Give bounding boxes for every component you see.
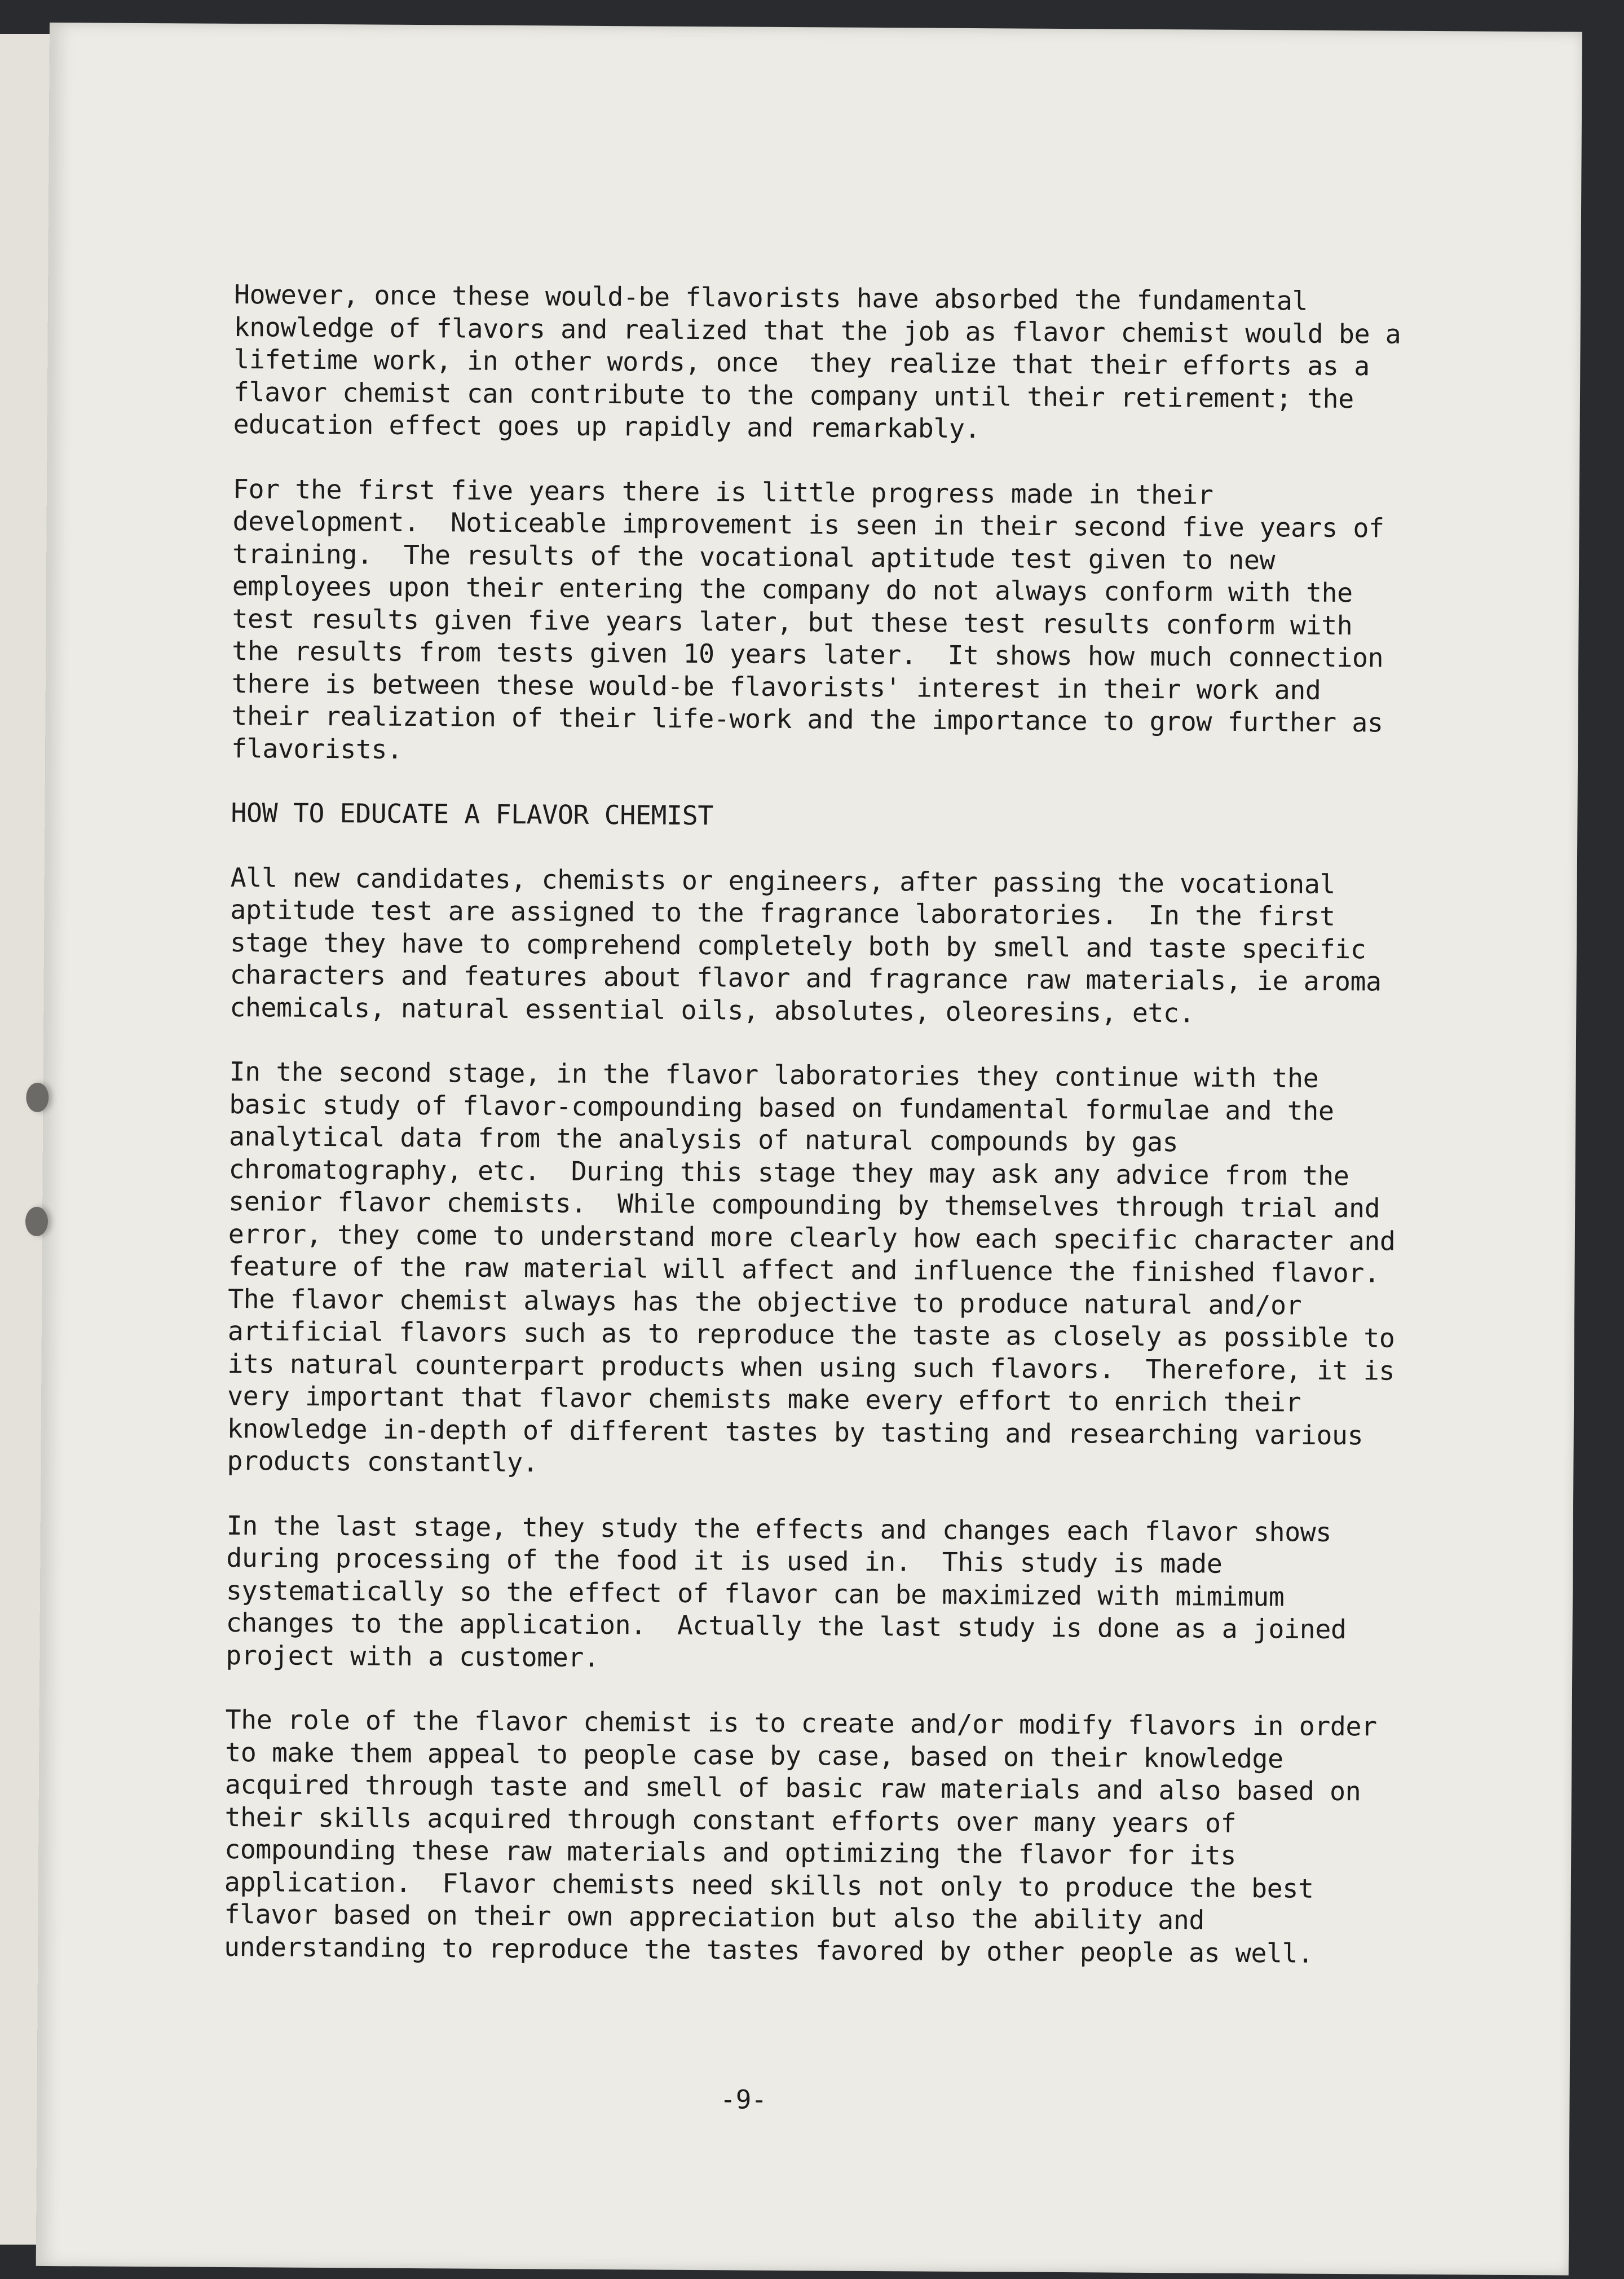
paragraph-five-years-progress: For the first five years there is little progress made in their development. Noticeable improvement is seen in their second five years of training. The results of the vocational aptitude test given to new employees upon their entering the company do not always conform with the test results given five years later, but these test results conform with the results from tests given 10 years later. It shows how much connection there is between these would-be flavorists' interest in their work and their realization of their life-work and the importance to grow further as flavorists. <box>231 473 1384 765</box>
paragraph-last-stage: In the last stage, they study the effects and changes each flavor shows during processing of the food it is used in. This study is made systematically so the effect of flavor can be maximized with mimimum changes to the application. Actually the last study is done as a joined project with a customer. <box>226 1510 1347 1673</box>
section-heading: HOW TO EDUCATE A FLAVOR CHEMIST <box>231 797 714 831</box>
page-body <box>224 279 1526 2003</box>
paragraph-education-effect: However, once these would-be flavorists have absorbed the fundamental knowledge of flavors and realized that the job as flavor chemist would be a lifetime work, in other words, once they realize that their efforts as a flavor chemist can contribute to the company until their retirement; the education effect goes up rapidly and remarkably. <box>233 279 1401 444</box>
paragraph-role-of-flavor-chemist: The role of the flavor chemist is to create and/or modify flavors in order to make them appeal to people case by case, based on their knowledge acquired through taste and smell of basic raw materials and also based on their skills acquired through constant efforts over many years of compounding these raw materials and optimizing the flavor for its application. Flavor chemists need skills not only to produce the best flavor based on their own appreciation but also the ability and understanding to reproduce the tastes favored by other people as well. <box>224 1704 1377 1969</box>
page-number: -9- <box>720 2084 767 2115</box>
paragraph-second-stage: In the second stage, in the flavor laboratories they continue with the basic study of flavor-compounding based on fundamental formulae and the analytical data from the analysis of natural compounds by gas chromatography, etc. During this stage they may ask any advice from the senior flavor chemists. While compounding by themselves through trial and error, they come to understand more clearly how each specific character and feature of the raw material will affect and influence the finished flavor. The flavor chemist always has the objective to produce natural and/or artificial flavors such as to reproduce the taste as closely as possible to its natural counterpart products when using such flavors. Therefore, it is very important that flavor chemists make every effort to enrich their knowledge in-depth of different tastes by tasting and researching various products constantly. <box>227 1056 1396 1478</box>
paragraph-first-stage: All new candidates, chemists or engineers, after passing the vocational aptitude test are assigned to the fragrance laboratories. In the first stage they have to comprehend completely both by smell and taste specific characters and features about flavor and fragrance raw materials, ie aroma chemicals, natural essential oils, absolutes, oleoresins, etc. <box>230 862 1382 1028</box>
binder-hole <box>26 1083 48 1112</box>
binder-hole <box>25 1207 48 1236</box>
document-page <box>36 23 1582 2276</box>
